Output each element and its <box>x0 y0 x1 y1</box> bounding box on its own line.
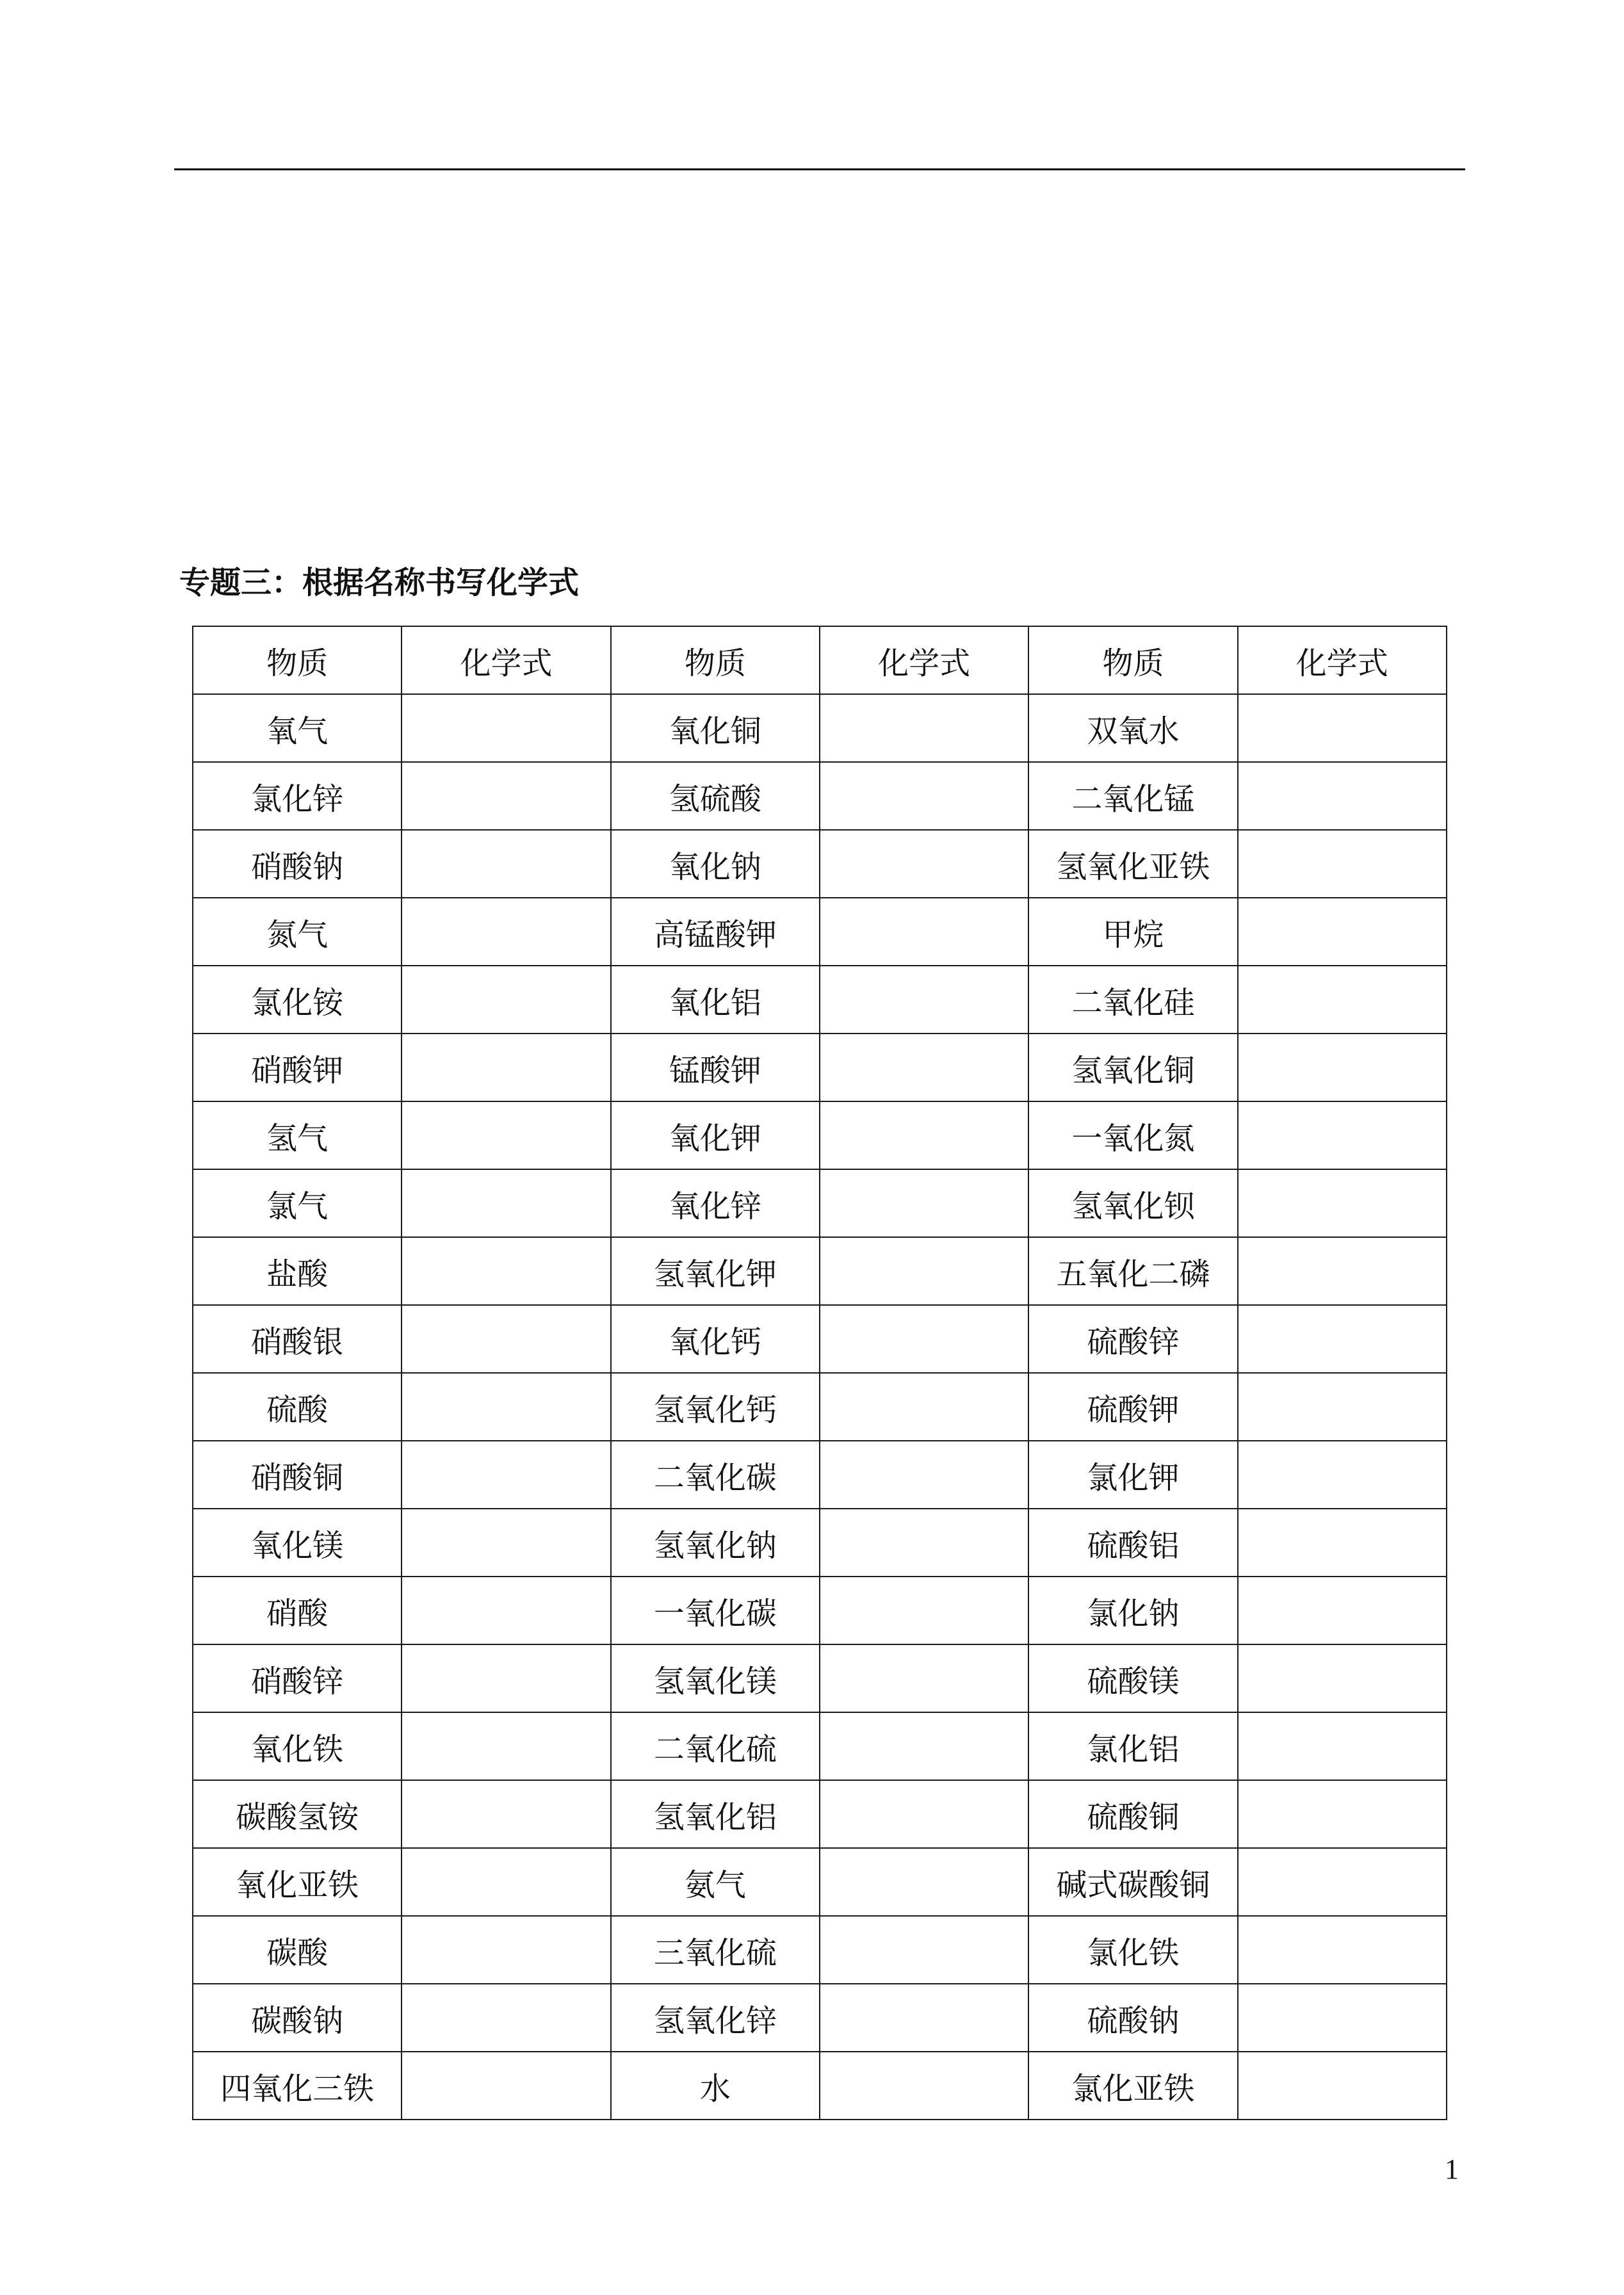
table-row <box>193 762 1447 830</box>
substance-cell: 氯化钠 <box>1028 1577 1237 1644</box>
substance-cell: 氢氧化铜 <box>1028 1034 1237 1101</box>
substance-cell: 硝酸 <box>193 1577 402 1644</box>
formula-cell[interactable] <box>402 1916 610 1984</box>
substance-cell: 硫酸铝 <box>1028 1509 1237 1577</box>
substance-cell: 氯气 <box>193 1169 402 1237</box>
formula-cell[interactable] <box>820 762 1028 830</box>
formula-cell[interactable] <box>402 1712 610 1780</box>
formula-cell[interactable] <box>402 1848 610 1916</box>
substance-cell: 硝酸铜 <box>193 1441 402 1509</box>
formula-cell[interactable] <box>402 898 610 966</box>
formula-cell[interactable] <box>402 1305 610 1373</box>
formula-cell[interactable] <box>1238 830 1447 898</box>
formula-cell[interactable] <box>820 1848 1028 1916</box>
substance-cell: 氯化铝 <box>1028 1712 1237 1780</box>
formula-cell[interactable] <box>820 1305 1028 1373</box>
formula-cell[interactable] <box>820 1984 1028 2052</box>
substance-cell: 氢氧化钙 <box>611 1373 820 1441</box>
formula-cell[interactable] <box>402 1644 610 1712</box>
formula-cell[interactable] <box>402 1373 610 1441</box>
substance-cell: 盐酸 <box>193 1237 402 1305</box>
substance-cell: 氯化锌 <box>193 762 402 830</box>
substance-cell: 碱式碳酸铜 <box>1028 1848 1237 1916</box>
formula-cell[interactable] <box>402 966 610 1034</box>
substance-cell: 氯化亚铁 <box>1028 2052 1237 2120</box>
substance-cell: 二氧化锰 <box>1028 762 1237 830</box>
formula-cell[interactable] <box>402 1034 610 1101</box>
formula-cell[interactable] <box>1238 1305 1447 1373</box>
header-formula-3: 化学式 <box>1238 626 1447 694</box>
table-row <box>193 898 1447 966</box>
formula-cell[interactable] <box>820 1237 1028 1305</box>
formula-cell[interactable] <box>1238 1984 1447 2052</box>
substance-cell: 水 <box>611 2052 820 2120</box>
formula-cell[interactable] <box>402 1441 610 1509</box>
header-substance-1: 物质 <box>193 626 402 694</box>
substance-cell: 氢氧化锌 <box>611 1984 820 2052</box>
formula-cell[interactable] <box>820 898 1028 966</box>
formula-cell[interactable] <box>1238 966 1447 1034</box>
formula-cell[interactable] <box>820 1916 1028 1984</box>
substance-cell: 氢气 <box>193 1101 402 1169</box>
substance-cell: 四氧化三铁 <box>193 2052 402 2120</box>
table-row <box>193 1712 1447 1780</box>
formula-cell[interactable] <box>820 2052 1028 2120</box>
table-row <box>193 966 1447 1034</box>
table-row <box>193 2052 1447 2120</box>
formula-cell[interactable] <box>1238 2052 1447 2120</box>
substance-cell: 氧化钾 <box>611 1101 820 1169</box>
table-row <box>193 694 1447 762</box>
substance-cell: 双氧水 <box>1028 694 1237 762</box>
substance-cell: 氧化铝 <box>611 966 820 1034</box>
substance-cell: 三氧化硫 <box>611 1916 820 1984</box>
header-rule <box>174 168 1465 170</box>
substance-cell: 氢氧化钠 <box>611 1509 820 1577</box>
formula-cell[interactable] <box>402 1101 610 1169</box>
substance-cell: 碳酸钠 <box>193 1984 402 2052</box>
table-row <box>193 1848 1447 1916</box>
header-formula-1: 化学式 <box>402 626 610 694</box>
table-row <box>193 1305 1447 1373</box>
formula-cell[interactable] <box>402 1509 610 1577</box>
table-body <box>193 694 1447 2120</box>
formula-cell[interactable] <box>1238 1577 1447 1644</box>
substance-cell: 二氧化碳 <box>611 1441 820 1509</box>
formula-cell[interactable] <box>1238 1780 1447 1848</box>
formula-cell[interactable] <box>1238 1644 1447 1712</box>
formula-cell[interactable] <box>1238 1509 1447 1577</box>
formula-cell[interactable] <box>820 1577 1028 1644</box>
substance-cell: 氢氧化铝 <box>611 1780 820 1848</box>
formula-cell[interactable] <box>1238 898 1447 966</box>
formula-cell[interactable] <box>1238 1373 1447 1441</box>
formula-cell[interactable] <box>402 1780 610 1848</box>
substance-cell: 硝酸钾 <box>193 1034 402 1101</box>
table-row <box>193 830 1447 898</box>
substance-cell: 二氧化硅 <box>1028 966 1237 1034</box>
substance-cell: 氢氧化钾 <box>611 1237 820 1305</box>
formula-cell[interactable] <box>402 762 610 830</box>
substance-cell: 氧化镁 <box>193 1509 402 1577</box>
table-row <box>193 1984 1447 2052</box>
formula-cell[interactable] <box>820 1101 1028 1169</box>
substance-cell: 硫酸钾 <box>1028 1373 1237 1441</box>
substance-cell: 氧化锌 <box>611 1169 820 1237</box>
page-number: 1 <box>1445 2153 1459 2185</box>
header-substance-3: 物质 <box>1028 626 1237 694</box>
formula-cell[interactable] <box>820 1373 1028 1441</box>
formula-cell[interactable] <box>1238 1848 1447 1916</box>
table-row <box>193 1509 1447 1577</box>
formula-cell[interactable] <box>402 2052 610 2120</box>
formula-cell[interactable] <box>820 1712 1028 1780</box>
formula-cell[interactable] <box>820 694 1028 762</box>
formula-cell[interactable] <box>1238 694 1447 762</box>
substance-cell: 氧化亚铁 <box>193 1848 402 1916</box>
formula-cell[interactable] <box>820 1644 1028 1712</box>
table-row <box>193 1169 1447 1237</box>
formula-cell[interactable] <box>820 1034 1028 1101</box>
header-substance-2: 物质 <box>611 626 820 694</box>
formula-cell[interactable] <box>1238 1169 1447 1237</box>
substance-cell: 氧化钠 <box>611 830 820 898</box>
formula-cell[interactable] <box>820 1780 1028 1848</box>
substance-cell: 氯化铵 <box>193 966 402 1034</box>
substance-cell: 硝酸银 <box>193 1305 402 1373</box>
formula-cell[interactable] <box>1238 1712 1447 1780</box>
formula-cell[interactable] <box>1238 1101 1447 1169</box>
substance-cell: 二氧化硫 <box>611 1712 820 1780</box>
table-row <box>193 1373 1447 1441</box>
formula-cell[interactable] <box>402 1984 610 2052</box>
table-row <box>193 1780 1447 1848</box>
substance-cell: 高锰酸钾 <box>611 898 820 966</box>
table-row <box>193 1441 1447 1509</box>
substance-cell: 氯化铁 <box>1028 1916 1237 1984</box>
substance-cell: 碳酸 <box>193 1916 402 1984</box>
substance-cell: 硝酸钠 <box>193 830 402 898</box>
table-row <box>193 1101 1447 1169</box>
substance-cell: 硫酸镁 <box>1028 1644 1237 1712</box>
formula-cell[interactable] <box>1238 1237 1447 1305</box>
substance-cell: 氢氧化钡 <box>1028 1169 1237 1237</box>
chemical-formula-table <box>192 626 1447 2120</box>
header-formula-2: 化学式 <box>820 626 1028 694</box>
substance-cell: 氮气 <box>193 898 402 966</box>
formula-cell[interactable] <box>402 694 610 762</box>
substance-cell: 氧化铁 <box>193 1712 402 1780</box>
substance-cell: 硫酸钠 <box>1028 1984 1237 2052</box>
table-row <box>193 1034 1447 1101</box>
substance-cell: 氧气 <box>193 694 402 762</box>
substance-cell: 氢氧化亚铁 <box>1028 830 1237 898</box>
formula-cell[interactable] <box>402 1577 610 1644</box>
formula-cell[interactable] <box>820 830 1028 898</box>
substance-cell: 硫酸 <box>193 1373 402 1441</box>
substance-cell: 氯化钾 <box>1028 1441 1237 1509</box>
substance-cell: 锰酸钾 <box>611 1034 820 1101</box>
formula-cell[interactable] <box>820 966 1028 1034</box>
substance-cell: 碳酸氢铵 <box>193 1780 402 1848</box>
substance-cell: 氧化钙 <box>611 1305 820 1373</box>
formula-cell[interactable] <box>1238 1916 1447 1984</box>
substance-cell: 氢氧化镁 <box>611 1644 820 1712</box>
substance-cell: 一氧化碳 <box>611 1577 820 1644</box>
formula-cell[interactable] <box>1238 1441 1447 1509</box>
formula-cell[interactable] <box>402 830 610 898</box>
table-row <box>193 1644 1447 1712</box>
substance-cell: 氧化铜 <box>611 694 820 762</box>
formula-cell[interactable] <box>1238 762 1447 830</box>
table-row <box>193 1237 1447 1305</box>
formula-cell[interactable] <box>820 1441 1028 1509</box>
substance-cell: 甲烷 <box>1028 898 1237 966</box>
substance-cell: 五氧化二磷 <box>1028 1237 1237 1305</box>
formula-cell[interactable] <box>1238 1034 1447 1101</box>
substance-cell: 硝酸锌 <box>193 1644 402 1712</box>
substance-cell: 一氧化氮 <box>1028 1101 1237 1169</box>
substance-cell: 硫酸锌 <box>1028 1305 1237 1373</box>
formula-cell[interactable] <box>402 1237 610 1305</box>
formula-cell[interactable] <box>820 1509 1028 1577</box>
formula-cell[interactable] <box>402 1169 610 1237</box>
substance-cell: 硫酸铜 <box>1028 1780 1237 1848</box>
page-title: 专题三：根据名称书写化学式 <box>179 565 580 601</box>
substance-cell: 氨气 <box>611 1848 820 1916</box>
table-header-row <box>193 626 1447 694</box>
table-row <box>193 1577 1447 1644</box>
table-row <box>193 1916 1447 1984</box>
formula-cell[interactable] <box>820 1169 1028 1237</box>
substance-cell: 氢硫酸 <box>611 762 820 830</box>
